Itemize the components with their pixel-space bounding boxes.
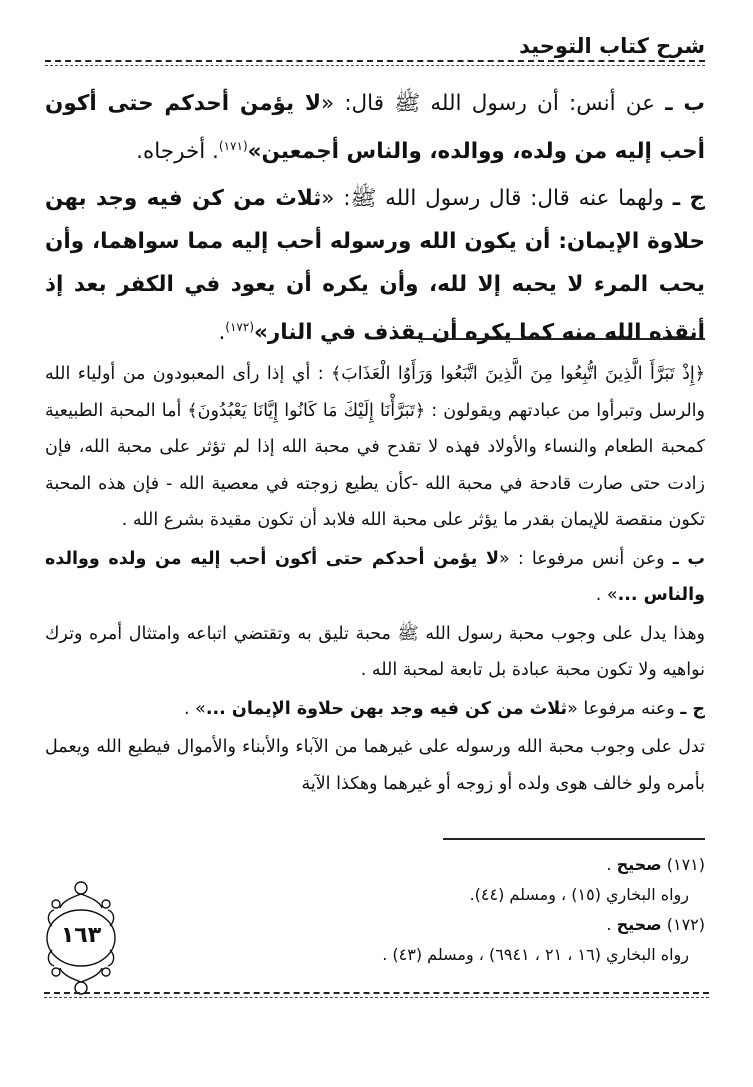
footnote-171-source: رواه البخاري (١٥) ، ومسلم (٤٤).: [469, 885, 689, 904]
commentary-para: ﴿إِذْ تَبَرَّأَ الَّذِينَ اتُّبِعُوا مِنَ الَّذِينَ اتَّبَعُوا وَرَأَوُا الْعَذَابَ﴾ : أي إذا رأى المعبودون من أولياء الله والرسل وتبرأوا من عبادتهم ويقولون : ﴿تَبَرَّأْنَا إِلَيْكَ مَا كَانُوا إِيَّانَا يَعْبُدُونَ﴾ أما المحبة الطبيعية كمحبة الطعام والنساء والأولاد فهذه لا تقدح في محبة الله إذا لم تؤثر على محبة الله، فإن زادت حتى صارت قادحة في محبة الله -كأن يطيع زوجته في معصية الله - فإن هذه المحبة تكون منقصة للإيمان بقدر ما يؤثر على محبة الله فلابد أن تكون مقيدة بشرع الله .: [45, 364, 705, 530]
header-rule: [45, 60, 705, 62]
quote-close: » .: [595, 585, 618, 605]
hadith-b: [45, 82, 705, 173]
page-number-ornament: [40, 876, 122, 996]
hadith-text: لا يؤمن أحدكم حتى أكون أحب إليه من ولده، ووالده، والناس أجمعين: [45, 91, 705, 165]
running-header: [45, 30, 705, 70]
footnote-divider: [443, 838, 705, 840]
footnote-172-source: رواه البخاري (١٦ ، ٢١ ، ٦٩٤١) ، ومسلم (٤٣) .: [382, 945, 689, 964]
hadith-tail: . أخرجاه.: [136, 139, 219, 165]
main-text: [45, 82, 705, 358]
footer-rule-thin: [44, 997, 709, 998]
hadith-intro: ولهما عنه قال: قال رسول الله ﷺ: «: [321, 186, 673, 212]
hadith-text: ثلاث من كن فيه وجد بهن حلاوة الإيمان: أن يكون الله ورسوله أحب إليه مما سواهما، وأن يحب المرء لا يحبه إلا لله، وأن يكره أن يعود في الكفر بعد إذ أنقذه الله منه كما يكره أن يقذف في النار: [45, 186, 705, 346]
page-number: ١٦٣: [60, 923, 102, 948]
footnote-grade: صحيح: [616, 915, 662, 934]
item-marker: ب ـ: [665, 91, 705, 116]
quote-close: » .: [184, 698, 206, 719]
commentary-para: وهذا يدل على وجوب محبة رسول الله ﷺ محبة تليق به وتقتضي اتباعه وامتثال أمره وترك نواهيه ولا تكون محبة عبادة بل تابعة لمحبة الله .: [45, 623, 705, 680]
commentary: [45, 356, 705, 804]
footnote-ref: (١٧١): [218, 139, 248, 153]
hadith-c: [45, 177, 705, 354]
footnote-ref: (١٧٢): [225, 320, 255, 335]
footer-rule: [44, 992, 709, 994]
footnote-number: (١٧٢): [666, 915, 705, 934]
commentary-para: [45, 541, 705, 614]
quote-close: »: [247, 139, 262, 165]
item-marker: ج ـ: [672, 186, 705, 212]
hadith-quote: ثلاث من كن فيه وجد بهن حلاوة الإيمان ...: [205, 698, 568, 719]
header-title: شرح كتاب التوحيد: [519, 34, 705, 58]
footnote-171-grade: [105, 850, 705, 880]
header-rule-thin: [45, 65, 705, 66]
commentary-intro: وعن أنس مرفوعا : «: [499, 548, 673, 569]
footnotes: [105, 850, 705, 970]
footnote-grade: صحيح: [616, 855, 662, 874]
item-marker: ب ـ: [672, 548, 705, 569]
footnote-grade-end: .: [606, 915, 617, 934]
hadith-tail: .: [218, 320, 226, 346]
commentary-para: [45, 691, 705, 728]
section-divider: [420, 338, 705, 340]
footnote-grade-end: .: [606, 855, 617, 874]
footnote-number: (١٧١): [666, 855, 705, 874]
item-marker: ج ـ: [680, 698, 705, 719]
commentary-para: تدل على وجوب محبة الله ورسوله على غيرهما من الآباء والأبناء والأموال فيطيع الله ويعمل بأمره ولو خالف هوى ولده أو زوجه أو غيرهما وهكذا الآية: [45, 737, 705, 794]
hadith-intro: عن أنس: أن رسول الله ﷺ قال: «: [320, 91, 666, 116]
quote-close: »: [254, 320, 268, 346]
footnote-172-grade: [105, 910, 705, 940]
commentary-intro: وعنه مرفوعا «: [567, 698, 681, 719]
hadith-quote: لا يؤمن أحدكم حتى أكون أحب إليه من ولده ووالده والناس ...: [45, 548, 705, 605]
